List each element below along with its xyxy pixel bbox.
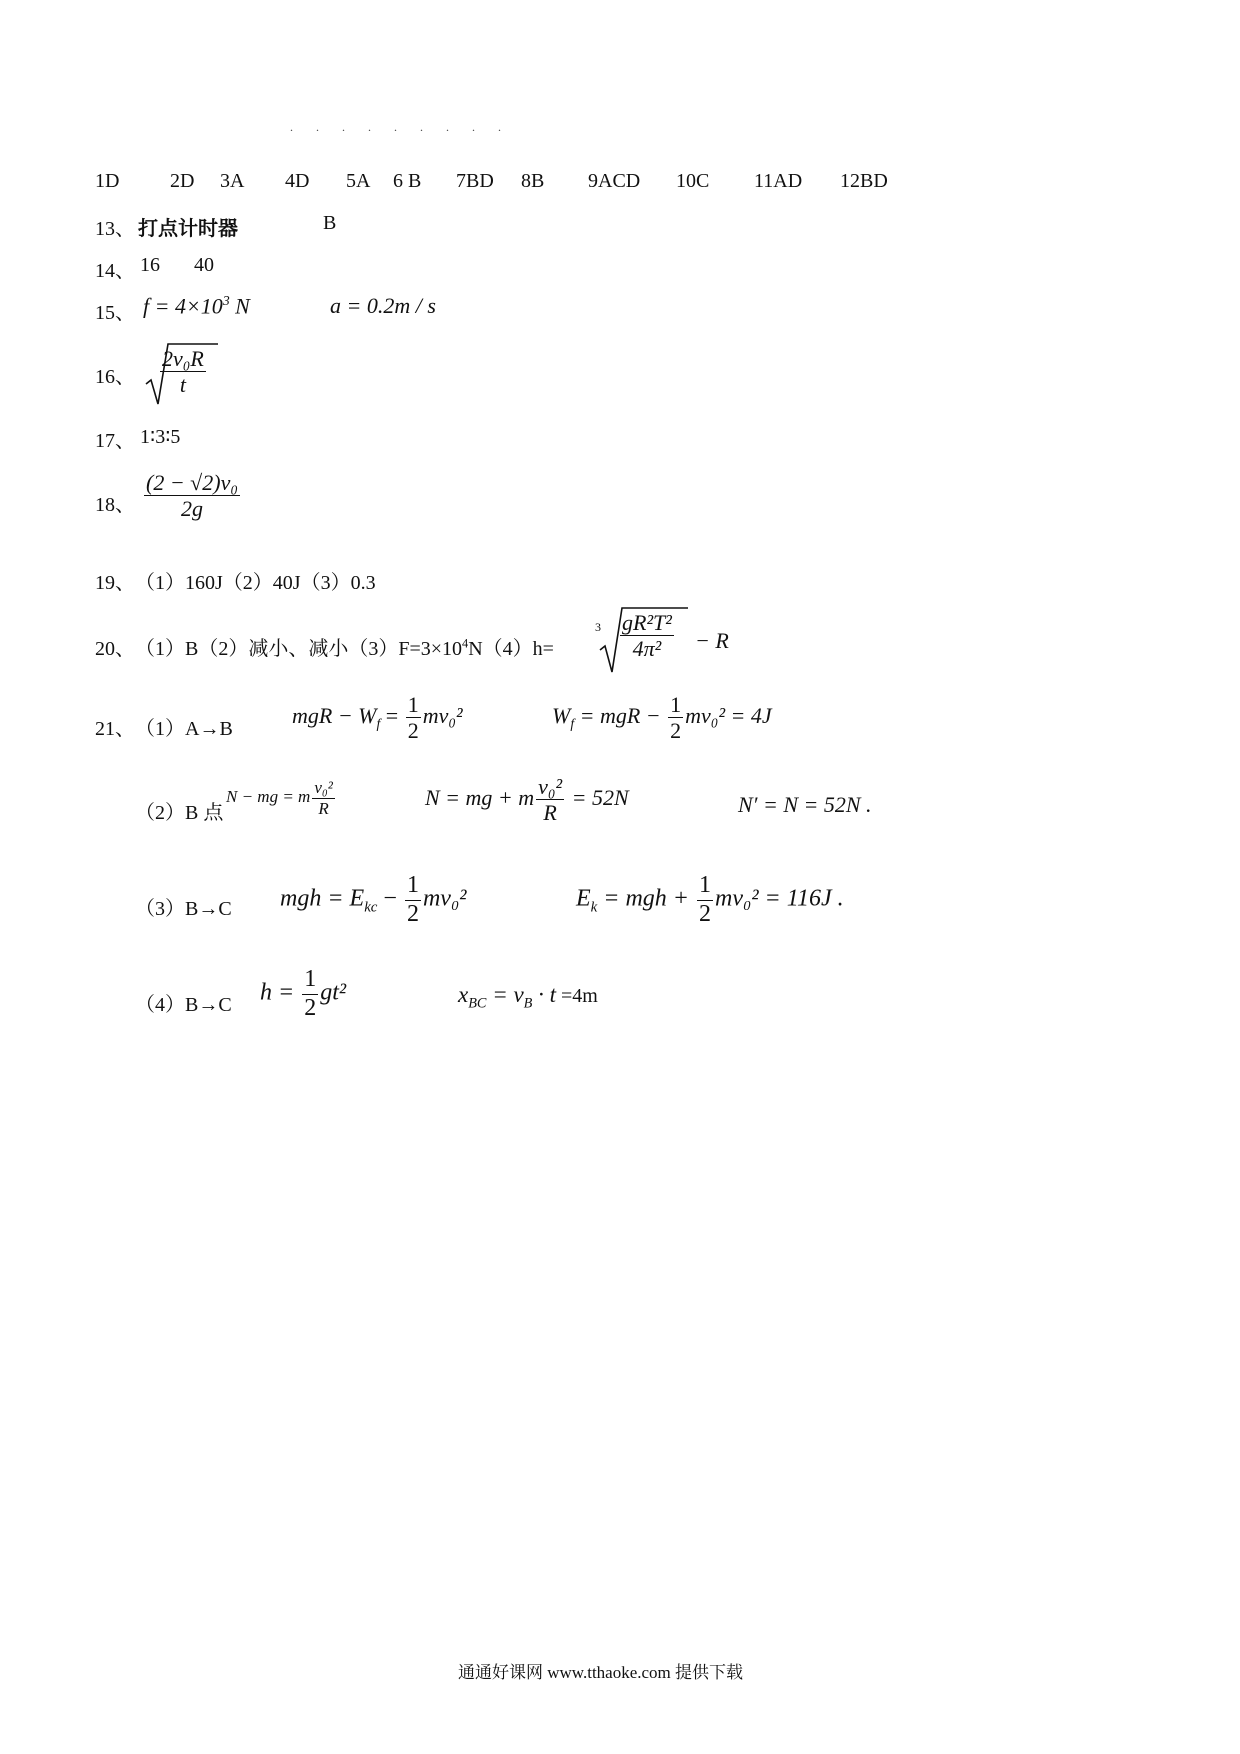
mc-answer: 7BD [456, 170, 494, 192]
answer-text: （1）B（2）减小、减小$(3)F=3\times 10^4N(4)h=$ [135, 636, 554, 660]
fraction: $\frac{\text{2v₀R}}{t}$ [162, 346, 204, 398]
mc-answer: 8B [521, 170, 545, 192]
work-energy-equation: mgR − $W_f$ = $\frac{1}{2}$ mv₀² [292, 692, 463, 744]
part-label: （4）B→C [135, 994, 232, 1016]
part-label: （2）B 点 [135, 802, 224, 824]
question-number: 17、 [95, 430, 135, 452]
force-equation: $f = 4\times 10^3$ N [143, 293, 250, 319]
header-dots: . . . . . . . . . [290, 120, 511, 134]
normal-force-value: N = mg + m $\frac{\text{v₀²}}{R}$ = 52N [425, 774, 629, 826]
mc-answer: 2D [170, 170, 195, 192]
answer-value: 40 [194, 254, 214, 276]
question-number: 14、 [95, 260, 135, 282]
friction-work-equation: $W_f$ = mgR − $\frac{1}{2}$ mv₀² = 4J [552, 692, 772, 744]
question-number: 16、 [95, 366, 135, 388]
mc-answer: 12BD [840, 170, 888, 192]
kinetic-energy-equation: mgh = $E_{kc}$ − $\frac{1}{2}$ mv₀² [280, 872, 467, 927]
mc-answer: 1D [95, 170, 120, 192]
question-number: 18、 [95, 494, 135, 516]
mc-answer: 11AD [754, 170, 803, 192]
question-number: 21、 [95, 718, 135, 740]
equation-tail: − R [695, 628, 729, 653]
question-number: 15、 [95, 302, 135, 324]
answer-value: B [323, 212, 337, 234]
mc-answer: 6 B [393, 170, 422, 192]
part-label: （3）B→C [135, 898, 232, 920]
answer-text: 打点计时器 [138, 218, 238, 240]
page-footer: 通通好课网 www.tthaoke.com 提供下载 [458, 1663, 744, 1682]
question-number: 20、 [95, 638, 135, 660]
fraction: $\frac{\text{gR²T²}}{\text{4π²}}$ [622, 610, 672, 662]
kinetic-energy-value: $E_k$ = mgh + $\frac{1}{2}$ mv₀² = 116J . [576, 872, 844, 927]
question-number: 19、 [95, 572, 135, 594]
reaction-force-equation: N′ = N = 52N . [738, 792, 872, 817]
acceleration-equation: a = 0.2m / s [330, 293, 436, 318]
root-index: 3 [595, 620, 601, 634]
part-label: （1）A→B [135, 718, 233, 740]
mc-answer: 10C [676, 170, 710, 192]
question-number: 13、 [95, 218, 135, 240]
mc-answer: 3A [220, 170, 245, 192]
normal-force-equation: N − mg = m $\frac{\text{v₀²}}{R}$ [226, 778, 333, 818]
fall-height-equation: h = $\frac{1}{2}$ gt² [260, 966, 347, 1021]
answer-text: （1）160J（2）40J（3）0.3 [135, 572, 376, 594]
displacement-equation: $x_{BC} = v_B \cdot t =4m$ [458, 982, 598, 1012]
mc-answer: 4D [285, 170, 310, 192]
fraction: $\frac{\text{(2 − √2)v₀}}{2g}$ [146, 470, 238, 522]
answer-value: 16 [140, 254, 160, 276]
mc-answer: 9ACD [588, 170, 641, 192]
answer-value: 1∶3∶5 [140, 426, 181, 448]
mc-answer: 5A [346, 170, 371, 192]
